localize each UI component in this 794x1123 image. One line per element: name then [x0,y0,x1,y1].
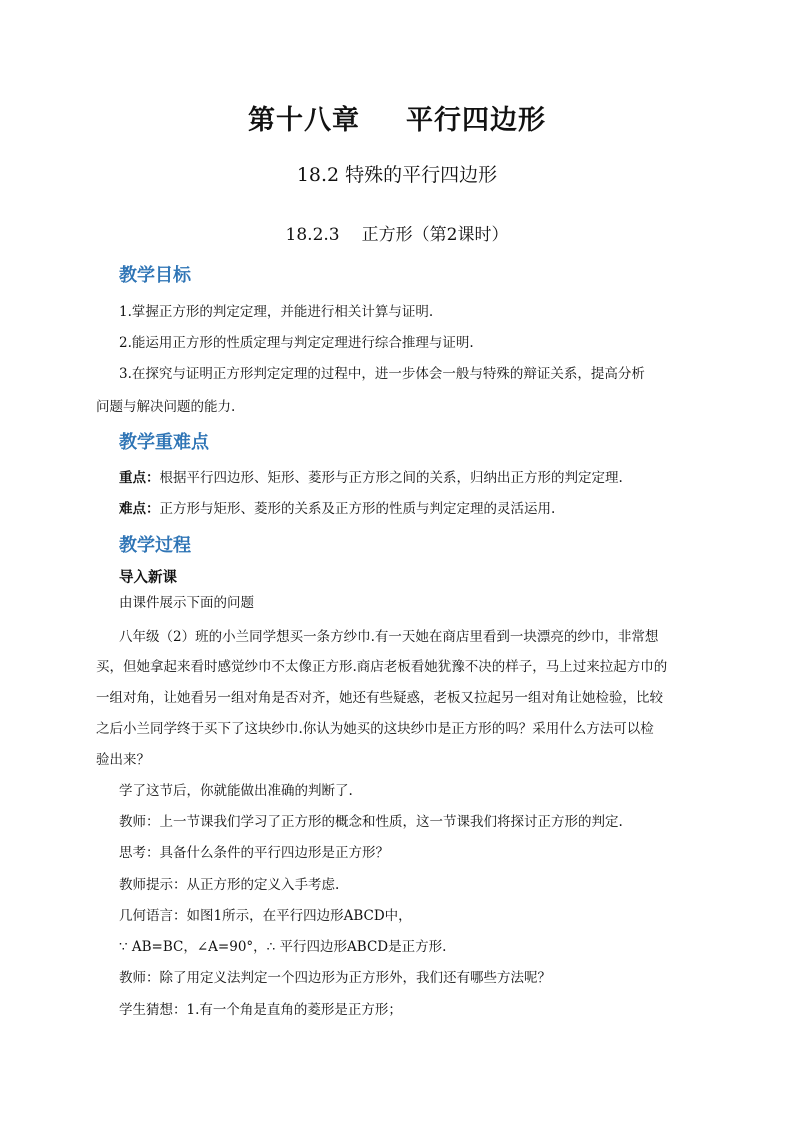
key-point-label: 重点： [119,470,160,486]
difficult-point-label: 难点： [119,501,160,517]
objective-item-3: 3.在探究与证明正方形判定定理的过程中，进一步体会一般与特殊的辩证关系，提高分析 [119,366,645,382]
story-line-4: 之后小兰同学终于买下了这块纱巾.你认为她买的这块纱巾是正方形的吗？采用什么方法可以检 [96,721,654,737]
geometry-line: 几何语言：如图1所示，在平行四边形ABCD中， [119,908,412,924]
teacher-line-1: 教师：上一节课我们学习了正方形的概念和性质，这一节课我们将探讨正方形的判定. [119,814,623,830]
formula-line: ∵ AB=BC，∠A=90°，∴ 平行四边形ABCD是正方形. [119,939,447,955]
key-point-text: 根据平行四边形、矩形、菱形与正方形之间的关系，归纳出正方形的判定定理. [159,470,623,486]
objective-item-3-cont: 问题与解决问题的能力. [96,399,236,415]
story-line-1: 八年级（2）班的小兰同学想买一条方纱巾.有一天她在商店里看到一块漂亮的纱巾，非常想 [119,629,659,645]
think-line: 思考：具备什么条件的平行四边形是正方形？ [119,845,389,861]
story-line-2: 买，但她拿起来看时感觉纱巾不太像正方形.商店老板看她犹豫不决的样子，马上过来拉起方巾的 [96,659,668,675]
objectives-heading: 教学目标 [119,265,191,286]
chapter-title [0,98,794,137]
story-line-5: 验出来？ [96,752,150,768]
hint-line: 教师提示：从正方形的定义入手考虑. [119,877,340,893]
lesson-name: 正方形（第2课时） [361,225,509,245]
objective-item-1: 1.掌握正方形的判定定理，并能进行相关计算与证明. [119,304,434,320]
difficult-point-text: 正方形与矩形、菱形的关系及正方形的性质与判定定理的灵活运用. [159,501,556,517]
key-point [119,466,623,486]
lesson-number: 18.2.3 [285,225,340,245]
teacher-line-2: 教师：除了用定义法判定一个四边形为正方形外，我们还有哪些方法呢？ [119,970,551,986]
intro-heading: 导入新课 [119,569,177,586]
after-line: 学了这节后，你就能做出准确的判断了. [119,783,353,799]
objective-item-2: 2.能运用正方形的性质定理与判定定理进行综合推理与证明. [119,335,474,351]
lesson-title [0,220,794,245]
section-title: 18.2 特殊的平行四边形 [296,164,498,186]
chapter-number: 第十八章 [248,105,360,136]
intro-line: 由课件展示下面的问题 [119,595,254,611]
process-heading: 教学过程 [119,535,191,556]
chapter-name: 平行四边形 [406,105,546,136]
key-points-heading: 教学重难点 [119,432,209,453]
difficult-point [119,497,555,517]
story-line-3: 一组对角，让她看另一组对角是否对齐，她还有些疑惑，老板又拉起另一组对角让她检验，比较 [96,690,663,706]
guess-line: 学生猜想：1.有一个角是直角的菱形是正方形； [119,1002,402,1018]
